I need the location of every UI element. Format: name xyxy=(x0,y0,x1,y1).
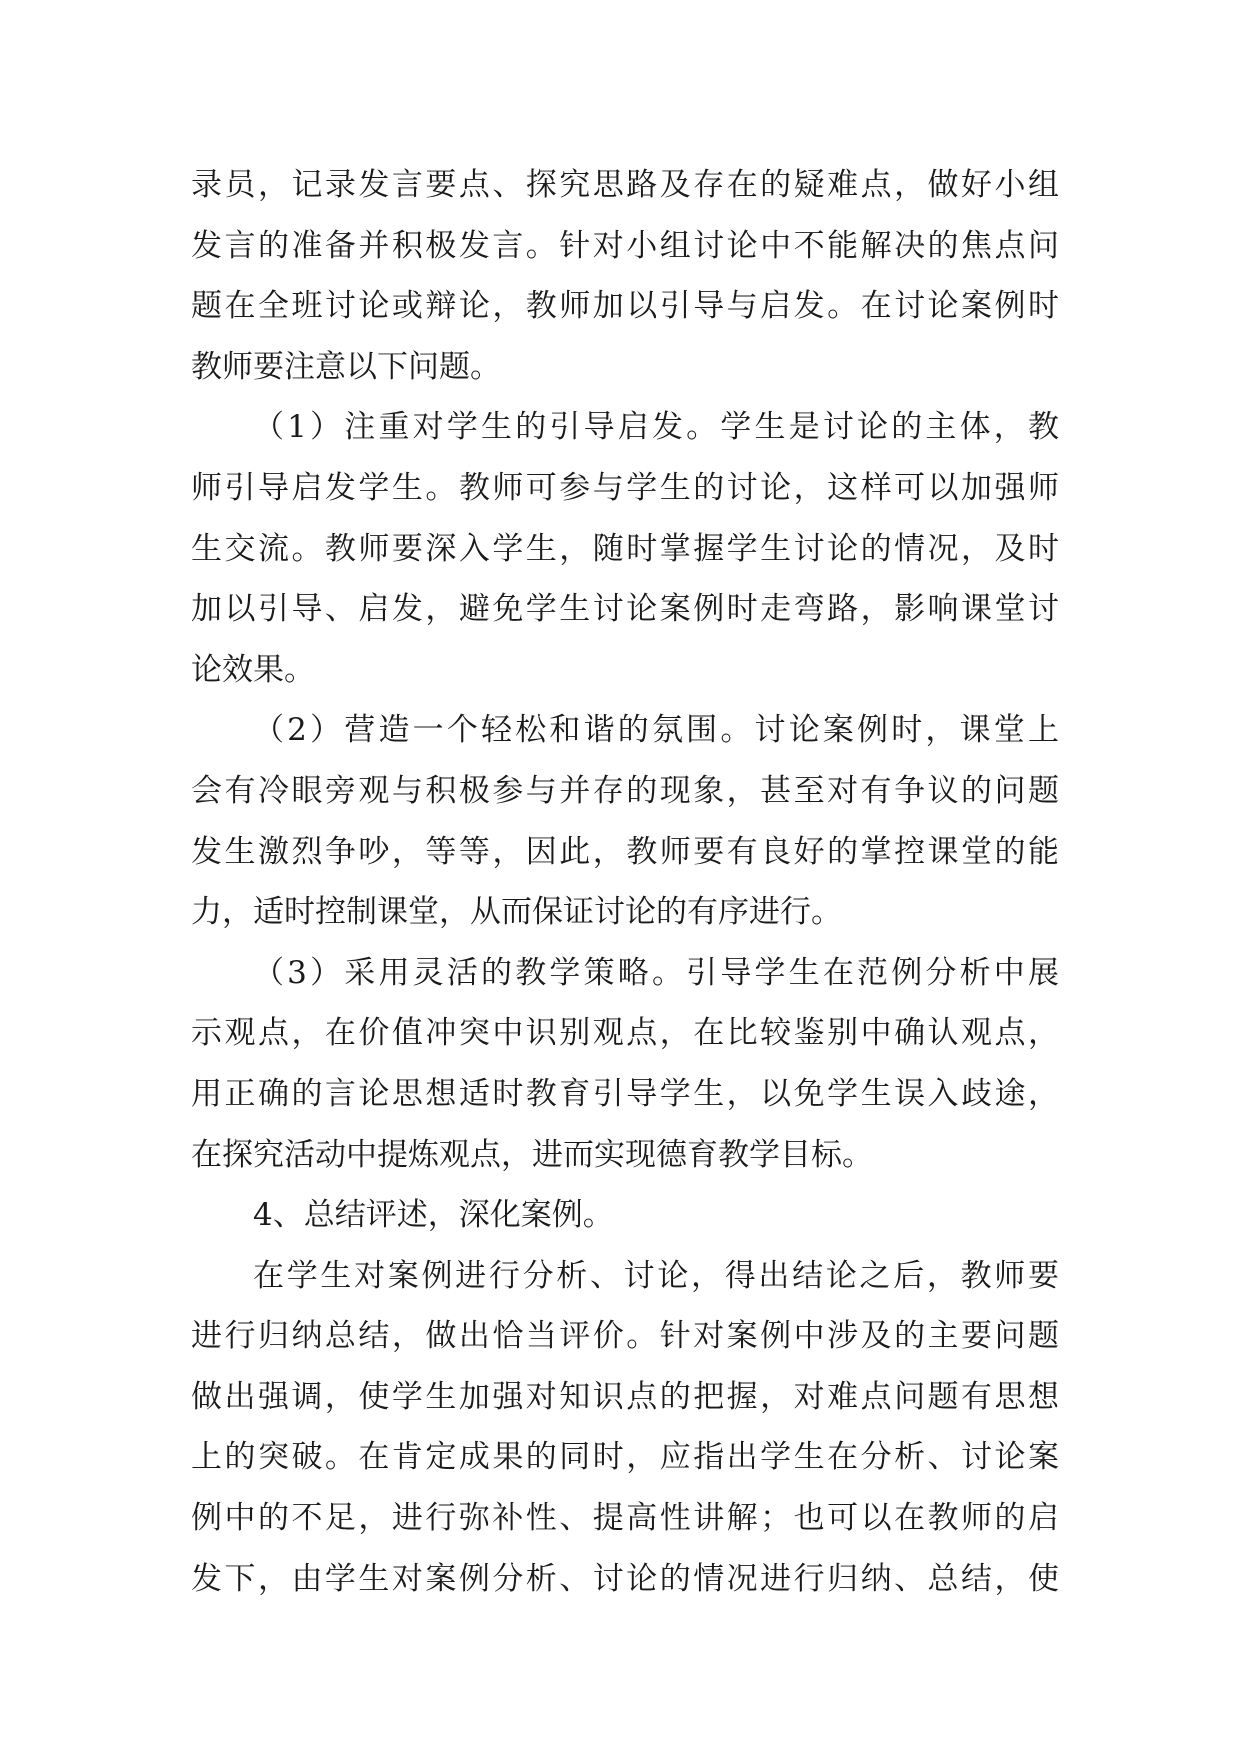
text-line: 发下，由学生对案例分析、讨论的情况进行归纳、总结，使 xyxy=(191,1560,1059,1597)
text-line: 加以引导、启发，避免学生讨论案例时走弯路，影响课堂讨 xyxy=(191,591,1059,628)
text-line: 教师要注意以下问题。 xyxy=(191,348,501,385)
text-line: （1）注重对学生的引导启发。学生是讨论的主体，教 xyxy=(253,409,1059,446)
text-line: 论效果。 xyxy=(191,651,315,688)
text-line: 发言的准备并积极发言。针对小组讨论中不能解决的焦点问 xyxy=(191,227,1059,264)
section-heading: 4、总结评述，深化案例。 xyxy=(253,1197,614,1234)
text-line: 做出强调，使学生加强对知识点的把握，对难点问题有思想 xyxy=(191,1378,1059,1415)
text-line: 发生激烈争吵，等等，因此，教师要有良好的掌控课堂的能 xyxy=(191,833,1059,870)
text-line: 在探究活动中提炼观点，进而实现德育教学目标。 xyxy=(191,1136,873,1173)
text-line: 用正确的言论思想适时教育引导学生，以免学生误入歧途， xyxy=(191,1075,1059,1112)
text-line: （2）营造一个轻松和谐的氛围。讨论案例时，课堂上 xyxy=(253,712,1059,749)
text-line: 例中的不足，进行弥补性、提高性讲解；也可以在教师的启 xyxy=(191,1500,1059,1537)
text-line: 录员，记录发言要点、探究思路及存在的疑难点，做好小组 xyxy=(191,167,1059,203)
text-line: 上的突破。在肯定成果的同时，应指出学生在分析、讨论案 xyxy=(191,1439,1059,1476)
text-line: 力，适时控制课堂，从而保证讨论的有序进行。 xyxy=(191,894,842,931)
text-line: （3）采用灵活的教学策略。引导学生在范例分析中展 xyxy=(253,954,1059,991)
text-line: 进行归纳总结，做出恰当评价。针对案例中涉及的主要问题 xyxy=(191,1318,1059,1355)
text-line: 生交流。教师要深入学生，随时掌握学生讨论的情况，及时 xyxy=(191,530,1059,567)
text-line: 题在全班讨论或辩论，教师加以引导与启发。在讨论案例时 xyxy=(191,288,1059,325)
document-body xyxy=(191,155,1059,1609)
text-line: 师引导启发学生。教师可参与学生的讨论，这样可以加强师 xyxy=(191,469,1059,506)
text-line: 示观点，在价值冲突中识别观点，在比较鉴别中确认观点， xyxy=(191,1015,1059,1052)
text-line: 会有冷眼旁观与积极参与并存的现象，甚至对有争议的问题 xyxy=(191,772,1059,809)
text-line: 在学生对案例进行分析、讨论，得出结论之后，教师要 xyxy=(253,1257,1059,1294)
